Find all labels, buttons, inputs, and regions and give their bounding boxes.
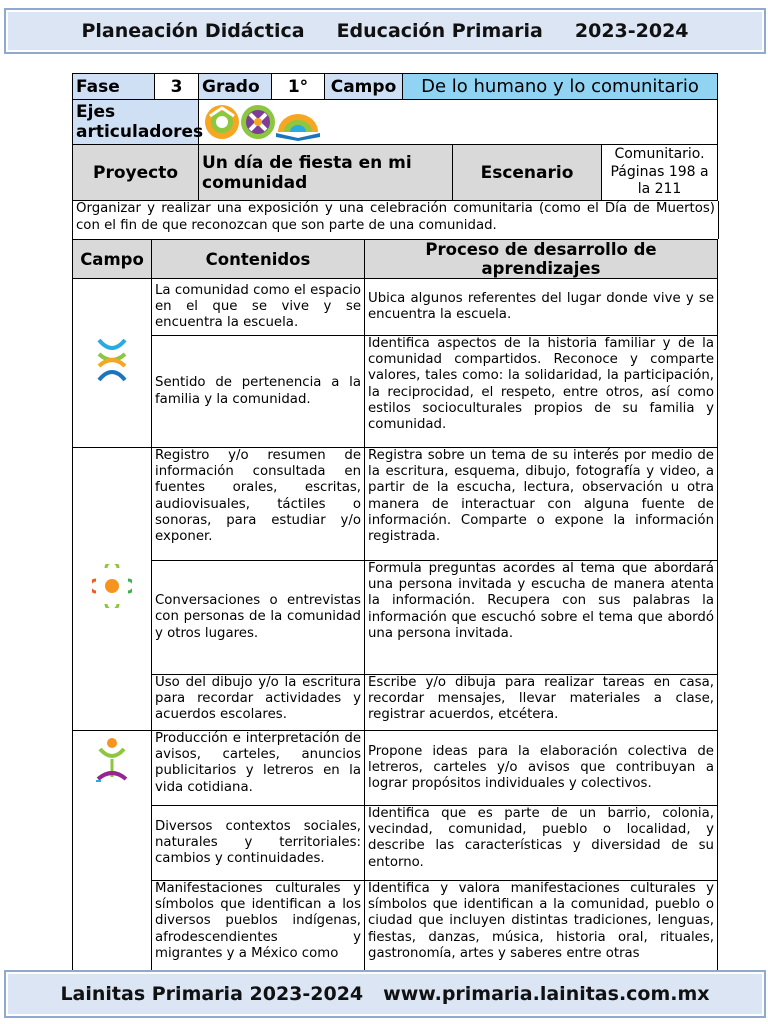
proyecto-label: Proyecto — [73, 145, 199, 201]
process-cell: Registra sobre un tema de su interés por medio de la escritura, esquema, dibujo, fotografía y video, a partir de la escucha, lectura, observación u otra manera de interactuar con alguna fuente de información. Comparte o expone la información registrada. — [365, 448, 718, 561]
ejes-icons — [199, 100, 718, 145]
content-cell: La comunidad como el espacio en el que se vive y se encuentra la escuela. — [152, 279, 365, 336]
etica-naturaleza-sociedades-icon — [95, 336, 129, 384]
content-cell: Manifestaciones culturales y símbolos que identifican a los diversos pueblos indígenas, afrodescendientes y migrantes y a México como — [152, 881, 365, 975]
header-proceso: Proceso de desarrollo de aprendizajes — [365, 240, 718, 279]
content-cell: Producción e interpretación de avisos, carteles, anuncios publicitarios y letreros en la vida cotidiana. — [152, 731, 365, 806]
lenguajes-icon — [92, 564, 132, 608]
campo-value: De lo humano y lo comunitario — [403, 74, 718, 100]
project-objective: Organizar y realizar una exposición y una celebración comunitaria (como el Día de Muertos) con el fin de que reconozcan que son parte de una comunidad. — [72, 201, 719, 239]
process-cell: Escribe y/o dibuja para realizar tareas en casa, recordar mensajes, llevar materiales a clase, registrar acuerdos, etcétera. — [365, 675, 718, 731]
info-table — [72, 73, 718, 201]
ejes-cross-circle-icon — [241, 105, 275, 139]
process-cell: Propone ideas para la elaboración colectiva de letreros, carteles y/o avisos que contribuyan a lograr propósitos individuales y colectivos. — [365, 731, 718, 806]
grado-label: Grado — [199, 74, 272, 100]
escenario-label: Escenario — [453, 145, 602, 201]
ejes-orange-circle-icon — [205, 105, 239, 139]
header-contenidos: Contenidos — [152, 240, 365, 279]
header-year: 2023-2024 — [574, 20, 689, 42]
content-cell: Registro y/o resumen de información consultada en fuentes orales, escritas, audiovisuales, táctiles o sonoras, para estudiar y/o exponer. — [152, 448, 365, 561]
campo-label: Campo — [325, 74, 403, 100]
contents-table — [72, 239, 718, 975]
footer-url[interactable]: www.primaria.lainitas.com.mx — [383, 983, 710, 1005]
process-cell: Formula preguntas acordes al tema que abordará una persona invitada y escucha de manera atenta la información. Recupera con sus palabras la información que escuchó sobre el tema que abordó una persona invitada. — [365, 561, 718, 675]
process-cell: Identifica que es parte de un barrio, colonia, vecindad, comunidad, pueblo o localidad, y describe las características y diversidad de su entorno. — [365, 806, 718, 881]
humano-comunitario-icon — [94, 737, 130, 783]
ejes-book-rainbow-icon — [276, 114, 320, 141]
process-cell: Ubica algunos referentes del lugar donde vive y se encuentra la escuela. — [365, 279, 718, 336]
campo-cell-1 — [73, 279, 152, 448]
grado-value: 1° — [272, 74, 325, 100]
proyecto-value: Un día de fiesta en mi comunidad — [199, 145, 453, 201]
header-campo: Campo — [73, 240, 152, 279]
header-title: Planeación Didáctica — [81, 20, 305, 42]
content-cell: Sentido de pertenencia a la familia y la comunidad. — [152, 336, 365, 448]
footer-banner — [4, 970, 766, 1018]
fase-value: 3 — [155, 74, 199, 100]
header-level: Educación Primaria — [336, 20, 543, 42]
content-cell: Conversaciones o entrevistas con personas de la comunidad y otros lugares. — [152, 561, 365, 675]
ejes-label: Ejes articuladores — [73, 100, 199, 145]
footer-brand: Lainitas Primaria 2023-2024 — [60, 983, 364, 1005]
campo-cell-2 — [73, 448, 152, 731]
header-banner — [4, 8, 766, 54]
fase-label: Fase — [73, 74, 155, 100]
content-cell: Diversos contextos sociales, naturales y territoriales: cambios y continuidades. — [152, 806, 365, 881]
escenario-value: Comunitario. Páginas 198 a la 211 — [602, 145, 718, 201]
campo-cell-3 — [73, 731, 152, 975]
process-cell: Identifica y valora manifestaciones culturales y símbolos que identifican a la comunidad, pueblo o ciudad que incluyen distintas tradiciones, lenguas, fiestas, danzas, música, historia oral, rituales, gastronomía, artes y saberes entre otras — [365, 881, 718, 975]
content-cell: Uso del dibujo y/o la escritura para recordar actividades y acuerdos escolares. — [152, 675, 365, 731]
process-cell: Identifica aspectos de la historia familiar y de la comunidad compartidos. Reconoce y comparte valores, tales como: la solidaridad, la participación, la reciprocidad, el respeto, entre otros, así como estilos socioculturales propios de su familia y comunidad. — [365, 336, 718, 448]
